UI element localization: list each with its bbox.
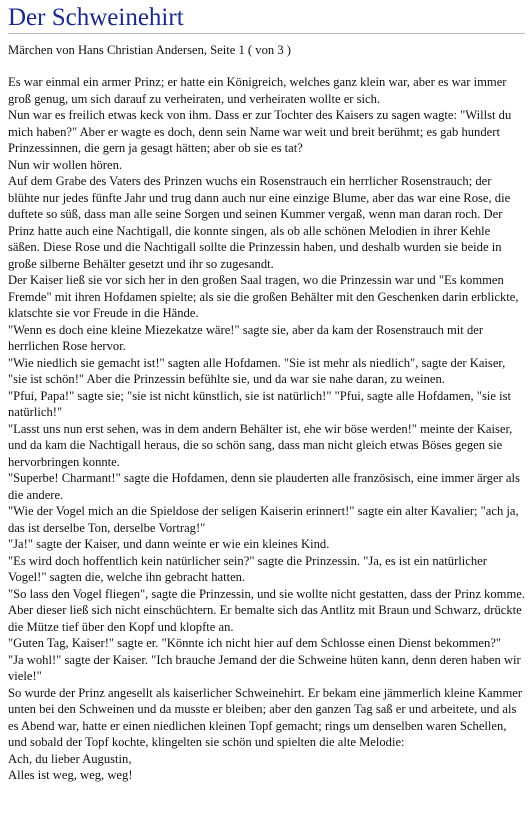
story-paragraph: Alles ist weg, weg, weg! <box>8 768 133 782</box>
story-paragraph: "Es wird doch hoffentlich kein natürlicher sein?" sagte die Prinzessin. "Ja, es ist ein natürlicher Vogel!" sagten die, welche ihn gebracht hatten. <box>8 553 487 584</box>
story-paragraph: Es war einmal ein armer Prinz; er hatte ein Königreich, welches ganz klein war, aber es war immer groß genug, um sich darauf zu verheiraten, und verheiraten wollte er sich. <box>8 75 507 106</box>
story-paragraph: "Wenn es doch eine kleine Miezekatze wäre!" sagte sie, aber da kam der Rosenstrauch mit der herrlichen Rose hervor. <box>8 322 484 353</box>
title-divider <box>8 33 525 34</box>
story-paragraph: Nun war es freilich etwas keck von ihm. Dass er zur Tochter des Kaisers zu sagen wagte: "Willst du mich haben?" Aber er wagte es doch, denn sein Name war weit und breit berühmt; es gab hundert Prinzessinnen, die gern ja gesagt hätten; aber ob sie es tat? <box>8 108 512 155</box>
story-paragraph: Aber dieser ließ sich nicht einschüchtern. Er bemalte sich das Antlitz mit Braun und Schwarz, drückte die Mütze tief über den Kopf und klopfte an. <box>8 603 522 634</box>
story-paragraph: "Ja!" sagte der Kaiser, und dann weinte er wie ein kleines Kind. <box>8 537 330 551</box>
story-paragraph: Nun wir wollen hören. <box>8 157 123 172</box>
story-paragraph: "Pfui, Papa!" sagte sie; "sie ist nicht künstlich, sie ist natürlich!" "Pfui, sagte alle Hofdamen, "sie ist natürlich!" <box>8 388 512 419</box>
story-paragraph: "Wie der Vogel mich an die Spieldose der seligen Kaiserin erinnert!" sagte ein alter Kavalier; "ach ja, das ist derselbe Ton, derselbe Vortrag!" <box>8 504 519 535</box>
story-paragraph: "So lass den Vogel fliegen", sagte die Prinzessin, und sie wollte nicht gestatten, dass der Prinz komme. <box>8 586 525 601</box>
story-paragraph: "Lasst uns nun erst sehen, was in dem andern Behälter ist, ehe wir böse werden!" meinte der Kaiser, und da kam die Nachtigall heraus, die so schön sang, dass man nicht gleich etwas Böses gegen sie hervorbringen konnte. <box>8 421 513 469</box>
story-paragraph: "Ja wohl!" sagte der Kaiser. "Ich brauche Jemand der die Schweine hüten kann, denn deren haben wir viele!" <box>8 652 521 683</box>
story-paragraph: "Guten Tag, Kaiser!" sagte er. "Könnte ich nicht hier auf dem Schlosse einen Dienst bekommen?" <box>8 636 501 650</box>
story-paragraph: "Superbe! Charmant!" sagte die Hofdamen, denn sie plauderten alle französisch, eine immer ärger als die andere. <box>8 471 520 502</box>
story-paragraph: So wurde der Prinz angesellt als kaiserlicher Schweinehirt. Er bekam eine jämmerlich kleine Kammer unten bei den Schweinen und da musste er bleiben; aber den ganzen Tag saß er und arbeitete, und als es Abend war, hatte er einen niedlichen kleinen Topf gemacht; rings um denselben waren Schellen, und sobald der Topf kochte, klingelten sie schön und spielten die alte Melodie: <box>8 685 523 749</box>
page-title: Der Schweinehirt <box>8 4 184 31</box>
story-text <box>8 74 525 784</box>
story-paragraph: Der Kaiser ließ sie vor sich her in den großen Saal tragen, wo die Prinzessin war und "Es kommen Fremde" mit ihren Hofdamen spielte; als sie die großen Behälter mit den Geschenken darin erblickte, klatschte sie vor Freude in die Hände. <box>8 273 519 320</box>
story-paragraph: Auf dem Grabe des Vaters des Prinzen wuchs ein Rosenstrauch ein herrlicher Rosenstrauch; der blühte nur jedes fünfte Jahr und trug dann auch nur eine einzige Blume, aber das war eine Rose, die duftete so süß, dass man alle seine Sorgen und seinen Kummer vergaß, wenn man daran roch. Der Prinz hatte auch eine Nachtigall, die konnte singen, als ob alle schönen Melodien in ihrer Kehle säßen. Diese Rose und die Nachtigall sollte die Prinzessin haben, und deshalb wurden sie beide in große silberne Behälter gesetzt und ihr so zugesandt. <box>8 174 511 271</box>
story-paragraph: Ach, du lieber Augustin, <box>8 751 132 766</box>
story-paragraph: "Wie niedlich sie gemacht ist!" sagten alle Hofdamen. "Sie ist mehr als niedlich", sagte der Kaiser, "sie ist schön!" Aber die Prinzessin befühlte sie, und da war sie nahe daran, zu weinen. <box>8 355 506 386</box>
page-subtitle: Märchen von Hans Christian Andersen, Seite 1 ( von 3 ) <box>8 43 291 57</box>
